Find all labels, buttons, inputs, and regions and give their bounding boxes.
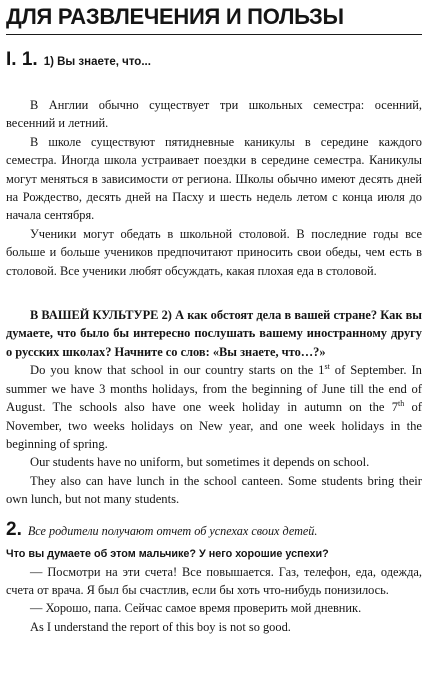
- section-2-subtitle: Все родители получают отчет об успехах своих детей.: [27, 523, 318, 538]
- page-title: ДЛЯ РАЗВЛЕЧЕНИЯ И ПОЛЬЗЫ: [6, 0, 422, 35]
- section-1-number: I. 1.: [6, 49, 38, 70]
- section-2-question: Что вы думаете об этом мальчике? У него хорошие успехи?: [6, 547, 329, 560]
- section-2-header: [6, 519, 422, 545]
- superscript: st: [324, 362, 330, 372]
- text-span: of November, two weeks holidays on New year, and one week holidays in the beginning of spring.: [6, 400, 422, 451]
- english-paragraph: Our students have no uniform, but sometimes it depends on school.: [30, 455, 370, 470]
- fact-paragraph: Ученики могут обедать в школьной столовой. В последние годы все больше и больше учеников предпочитают приносить свои обеды, чем есть в столовой. Все ученики любят обсуждать, какая плохая еда в столовой.: [6, 226, 422, 278]
- section-2-answer: As I understand the report of this boy is not so good.: [30, 619, 291, 634]
- fact-paragraph: В школе существуют пятидневные каникулы в середине каждого семестра. Иногда школа устраивает поездки в середине семестра. Каникулы могут меняться в зависимости от региона. Школы обычно имеют десять дней на Рождество, десять дней на Пасху и шесть недель летом с конца июля до начала сентября.: [6, 134, 422, 223]
- text-span: Do you know that school in our country starts on the 1: [30, 363, 325, 378]
- facts-block: [6, 96, 422, 280]
- english-paragraph: They also can have lunch in the school canteen. Some students bring their own lunch, but not many students.: [6, 473, 422, 507]
- dialogue-line: — Хорошо, папа. Сейчас самое время проверить мой дневник.: [30, 601, 362, 616]
- section-1-header: [6, 49, 422, 75]
- superscript: th: [398, 398, 405, 408]
- english-paragraph: [6, 361, 422, 453]
- text-span: of September. In summer we have 3 months holidays, from the beginning of June till the end of August. The schools also have one week holiday in autumn on the 7: [6, 363, 422, 415]
- dialogue-line: — Посмотри на эти счета! Все повышается. Газ, телефон, еда, одежда, счета от врача. Я был бы счастлив, если бы хоть что-нибудь понизилось.: [6, 564, 422, 597]
- section-1-subtitle: 1) Вы знаете, что...: [43, 56, 151, 68]
- fact-paragraph: В Англии обычно существует три школьных семестра: осенний, весенний и летний.: [6, 98, 422, 131]
- section-2-number: 2.: [6, 518, 22, 540]
- english-answer: [6, 361, 422, 508]
- culture-task: В ВАШЕЙ КУЛЬТУРЕ 2) А как обстоят дела в вашей стране? Как вы думаете, что было бы интересно послушать вашему иностранному другу о русских школах? Начните со слов: «Вы знаете, что…?»: [6, 308, 422, 359]
